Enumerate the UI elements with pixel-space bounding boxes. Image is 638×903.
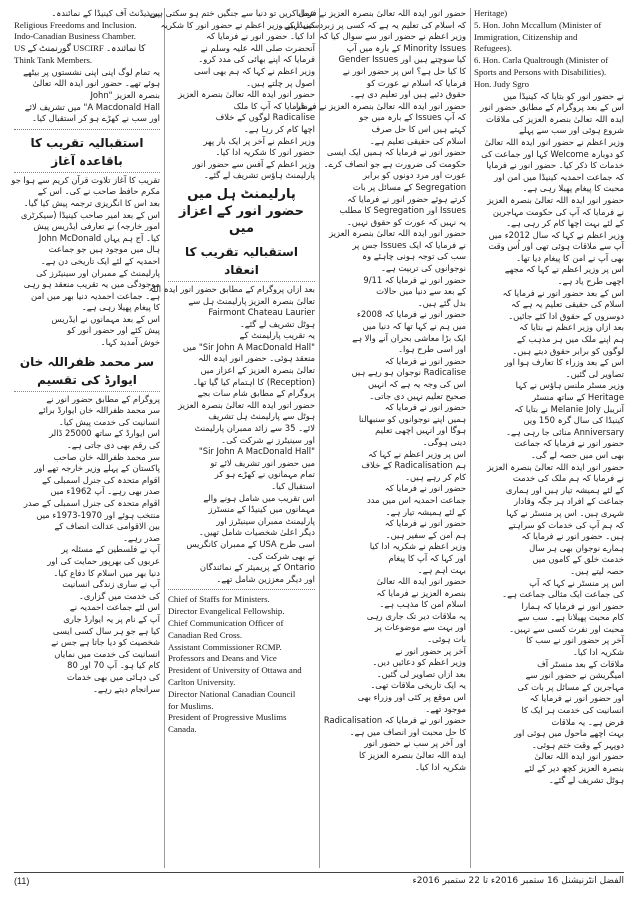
text-line: ہم اپنے ملک میں ہر مذہب کے: [516, 334, 624, 345]
text-line: ایک بڑا معاشی بحران آنے والا ہے: [352, 332, 466, 343]
text-line: ہوٹل سے پارلیمنٹ ہل تشریف: [208, 411, 315, 422]
section-heading-reception-start: استقبالیہ تقریب کا باقاعدہ آغاز: [14, 134, 160, 173]
text-line: کینیڈا کے وزیر اعظم نے حضور انور کا شکریہ: [160, 19, 315, 30]
text-line: آخر پر حضور انور نے: [395, 645, 466, 656]
text-line: بات ہوئی۔: [427, 634, 466, 645]
text-line: حضور انور نے فرمایا کہ Radicalisation: [323, 715, 466, 726]
text-line: وزیر اعظم کو دعائیں دیں۔: [372, 657, 466, 668]
text-line: Fairmont Chateau Laurier: [208, 307, 315, 318]
text-line: ہے۔ جماعت احمدیہ دنیا بھر میں امن: [31, 290, 160, 301]
text-line: حضور انور نے فرمایا کہ جماعت: [514, 438, 624, 449]
text-line: "Sir John A MacDonald Hall" میں: [182, 341, 315, 352]
text-line: بدل گئے ہیں۔: [417, 297, 466, 308]
text-line: "Sir John A MacDonald Hall": [198, 446, 315, 457]
text-line: امیگریشن نے حضور انور سے: [525, 670, 624, 681]
text-line: سر محمد ظفراللہ خان ایوارڈ برائے: [38, 405, 160, 416]
page-number: (11): [14, 876, 30, 886]
text-line: حضور انور ایدہ اللہ تعالیٰ بنصرہ العزیز: [178, 89, 315, 100]
text-line: اس تقریب میں شامل ہونے والے: [203, 492, 315, 503]
text-line: بھی اس میں حصہ لے گی۔: [530, 449, 624, 460]
column-divider: [319, 8, 320, 868]
text-line: حضور انور کا شکریہ ادا کیا۔: [215, 147, 315, 158]
text-line: آخر پر حضور انور نے سب کا: [526, 635, 624, 646]
text-line: حضور انور ایدہ اللہ تعالیٰ: [534, 751, 624, 762]
text-line: جماعت احمدیہ اس میں مدد: [367, 494, 466, 505]
text-line: حضور انور ایدہ اللہ تعالیٰ بنصرہ العزیز: [178, 399, 315, 410]
text-line: Chief of Staffs for Ministers.: [168, 594, 270, 605]
text-line: ہوٹل تشریف لے گئے۔: [548, 774, 624, 785]
text-line: (Reception) کا اہتمام کیا گیا تھا۔: [192, 376, 315, 387]
text-line: حضور انور نے فرمایا کہ 9/11: [363, 274, 466, 285]
text-line: کام کر رہے ہیں۔: [405, 471, 466, 482]
text-line: استقبال کیا۔: [271, 481, 315, 491]
text-line: اسلام کی حقیقی تعلیم یہ ہے کہ: [511, 299, 624, 310]
text-line: کا پیغام پھیلا رہی ہے۔: [81, 302, 160, 313]
text-line: President of Progressive Muslims: [168, 712, 287, 723]
text-line: میں ہم نے کہا تھا کہ دنیا میں: [362, 321, 466, 332]
text-line: میں حضور انور تشریف لائے تو: [210, 457, 315, 468]
text-line: Assistant Commissioner RCMP.: [168, 641, 282, 652]
text-line: Heritage کے ساتھ منسٹر: [532, 392, 624, 403]
text-line: اقوام متحدہ کی جنرل اسمبلی کے صدر: [23, 498, 160, 508]
text-line: پارلیمنٹ ممبران سینیٹرز اور: [216, 515, 315, 526]
text-line: اچھی طرح یاد ہے۔: [557, 276, 624, 287]
text-line: ایدہ اللہ تعالیٰ بنصرہ العزیز کا: [359, 750, 466, 760]
text-line: فرمایا کہ اپنے بھائی کی مدد کرو۔: [198, 54, 315, 65]
text-line: Canada.: [168, 724, 197, 735]
text-line: حضور انور نے فرمایا کہ ہمیں ایک ایسی: [326, 147, 466, 158]
column-two-mid-text: [148, 283, 315, 585]
text-line: نے بھی شرکت کی۔: [246, 550, 315, 561]
text-line: حقوق دئیے ہیں اور تعلیم دی ہے۔: [349, 89, 466, 100]
text-line: ہمیں اپنے نوجوانوں کو سنبھالنا: [358, 413, 466, 424]
text-line: Refugees).: [474, 43, 512, 54]
text-line: Hon. Judy Sgro: [474, 78, 529, 89]
text-line: Segregation کے مسائل پر بات: [352, 181, 466, 192]
text-line: آنریبل Melanie Joly نے بتایا کہ: [514, 403, 624, 414]
text-line: کے لئے بہت اچھا کام کر رہی ہے۔: [506, 218, 624, 229]
text-line: اس موقع پر کئی اور وزراء بھی: [357, 692, 466, 703]
page-footer: [14, 872, 624, 889]
text-line: وزیر اعظم نے شکریہ ادا کیا: [369, 541, 466, 552]
text-line: Radicalise نوجوان ہو رہے ہیں: [351, 367, 466, 378]
text-line: اور اسی طرح ہوا۔: [398, 344, 466, 355]
text-line: کی جماعت ایک مثالی جماعت ہے۔: [502, 589, 624, 600]
text-line: حضور انور نے فرمایا کہ 2008ء: [356, 309, 466, 320]
divider: [168, 589, 315, 590]
text-line: اسلام کی حقیقی تعلیم ہے۔: [369, 135, 466, 146]
text-line: نے فرمایا کہ آپ کا ملک: [233, 100, 315, 111]
text-line: وزیر اعظم نے حضور انور ایدہ اللہ تعالیٰ: [484, 136, 624, 147]
divider: [14, 129, 160, 130]
text-line: یہ نہیں کہ عورت کو حقوق نہیں۔: [346, 216, 466, 227]
text-line: سب کی توجہ ہونی چاہئے وہ: [362, 251, 466, 262]
text-line: لائے۔ 35 سے زائد ممبران پارلیمنٹ: [194, 423, 315, 434]
text-line: اس پر منسٹر نے کہا کہ آپ: [529, 577, 624, 588]
column-right: [474, 8, 624, 868]
text-line: for Muslims.: [168, 700, 214, 711]
text-line: یہ تمام لوگ اپنی اپنی نشستوں پر بیٹھے: [23, 66, 160, 77]
text-line: بہت اہم ہے۔: [417, 564, 466, 575]
text-line: حضور انور ایدہ اللہ تعالیٰ بنصرہ العزیز نے فرمایا: [295, 100, 466, 111]
text-line: فرض ہے۔ یہ ملاقات: [551, 716, 624, 727]
text-line: بنصرہ العزیز کچھ دیر کے لئے: [524, 763, 624, 774]
text-line: اور سینیٹرز نے شرکت کی۔: [221, 434, 315, 445]
text-line: امور خارجہ) نے تعارفی ایڈریس پیش: [33, 221, 160, 232]
text-line: بعد ازاں وزیر اعظم نے بتایا کہ: [519, 322, 624, 333]
section-heading-parliament: پارلیمنٹ ہل میں حضور انور کے اعزاز میں: [179, 186, 304, 236]
text-line: موجود تھے۔: [425, 703, 466, 714]
text-line: اور کہا کہ آپ کا پیغام: [388, 552, 466, 563]
text-line: اس کے بعد حضور انور نے فرمایا کہ: [502, 287, 624, 298]
text-line: Anniversary منائی جا رہی ہے۔: [505, 426, 624, 437]
text-line: کی خدمت میں گزاری۔: [78, 590, 160, 601]
text-line: Carlton University.: [168, 676, 236, 687]
text-line: پارلیمنٹ ہاؤس تشریف لے گئے۔: [203, 170, 315, 181]
text-line: ایدہ اللہ تعالیٰ بنصرہ العزیز کی ملاقات: [486, 113, 624, 124]
text-line: کینیڈا کی سال گرہ 150 ویں: [523, 415, 624, 426]
text-line: کی رقم بھی دی جاتی ہے۔: [66, 440, 160, 451]
text-line: کے بعد سے دنیا میں حالات: [376, 286, 466, 297]
text-line: حضور انور ایدہ اللہ تعالیٰ بنصرہ العزیز نے فرمایا: [295, 8, 466, 18]
text-line: دوسروں کے حقوق ادا کئے جائیں۔: [508, 310, 624, 321]
text-line: اصول پر چلتے ہیں۔: [246, 77, 315, 88]
text-line: انسانیت کی خدمت پیش کیا۔: [58, 416, 160, 427]
text-line: Radicalise لوگوں کے خلاف: [215, 112, 315, 123]
text-line: نے فرمایا کہ ایک Issues جس پر: [352, 239, 466, 250]
masthead-date: الفضل انٹرنیشنل 16 ستمبر 2016ء تا 22 ستمبر 2016ء: [412, 876, 624, 886]
text-line: بنصرہ العزیز نے فرمایا کہ: [376, 587, 466, 598]
english-organization-list: [14, 20, 160, 67]
text-line: یہ ایک تاریخی ملاقات تھی۔: [370, 680, 466, 691]
text-line: بھی آپ نے امن کا پیغام دیا تھا۔: [516, 252, 624, 263]
text-line: Issues اور Segregation کا مطلب: [339, 205, 466, 216]
column-right-text: [474, 91, 624, 787]
text-line: کہتے ہیں اس کا حل صرف: [371, 123, 466, 134]
text-line: شہری ہیں۔ اس پر منسٹر نے کہا: [506, 507, 624, 518]
text-line: حصہ لیتے ہیں۔: [570, 565, 624, 576]
text-line: وزیر مسٹر ملنس ہاؤس نے کہا: [515, 380, 624, 391]
text-line: حضور انور ایدہ اللہ تعالیٰ: [376, 576, 466, 587]
text-line: Heritage): [474, 8, 508, 18]
text-line: اس ایوارڈ کے ساتھ 25000 ڈالر: [49, 428, 160, 439]
text-line: کرتے ہوئے حضور انور نے فرمایا کہ: [347, 193, 466, 204]
text-line: تعالیٰ بنصرہ العزیز پارلیمنٹ ہل سے: [188, 295, 315, 306]
text-line: کہ جماعت احمدیہ کینیڈا میں امن اور: [494, 171, 624, 182]
text-line: اس کے بعد وزراء کا تعارف ہوا اور: [504, 357, 624, 368]
text-line: ادا کیا۔ حضور انور نے فرمایا کہ: [206, 31, 315, 42]
text-line: آپ کے نام پر یہ ایوارڈ جاری: [63, 613, 160, 624]
text-line: آپ نے فلسطین کے مسئلہ پر: [61, 544, 160, 555]
text-line: خدمت خلق کے کاموں میں: [532, 554, 624, 565]
text-line: لوگوں کو برابر حقوق دیتے ہیں۔: [512, 345, 624, 356]
column-left: [11, 8, 160, 868]
column-divider: [470, 8, 471, 868]
text-line: بنصرہ العزیز "John: [90, 89, 160, 100]
text-line: Ontario کے پریمیئر کے نمائندگان: [199, 562, 315, 573]
text-line: نے حضور انور کو بتایا کہ کینیڈا میں: [503, 90, 624, 101]
column-left-text-c: [14, 394, 160, 695]
text-line: موجودگی میں یہ تقریب منعقد ہو رہی: [23, 279, 160, 290]
text-line: محبت اور نفرت کسی سے نہیں۔: [509, 623, 624, 634]
text-line: اس لئے جماعت احمدیہ نے: [69, 602, 160, 613]
text-line: منعقد ہوئی۔ حضور انور ایدہ اللہ: [198, 353, 315, 364]
text-line: دنیا بھر میں اسلام کا دفاع کیا۔: [53, 567, 160, 578]
text-line: اور دیگر معززین شامل تھے۔: [216, 573, 315, 584]
text-line: کے لئے ہمیشہ تیار ہیں اور ہماری: [505, 484, 624, 495]
text-line: اس کی وجہ یہ ہے کہ انہیں: [367, 379, 466, 389]
text-line: حضور انور نے فرمایا کہ ہمارا: [521, 600, 624, 611]
text-line: Chief Communication Officer of: [168, 617, 284, 628]
text-line: دیگر اعلیٰ شخصیات شامل تھیں۔: [198, 527, 315, 538]
text-line: آنحضرت صلی اللہ علیہ وسلم نے: [200, 42, 315, 53]
text-line: اسی طرح USA کے ممبران کانگریس: [186, 538, 315, 549]
text-line: جماعت کے افراد ہر جگہ وفادار: [514, 496, 624, 507]
text-line: آپ سے ملاقات ہوئی تھی اور اُس وقت: [488, 241, 624, 252]
text-line: Professors and Deans and Vice: [168, 653, 277, 664]
column-left-text-a: [14, 67, 160, 125]
text-line: Religious Freedoms and Inclusion.: [14, 19, 137, 30]
text-line: عورت اور مرد دونوں کو برابر: [363, 170, 466, 181]
text-line: پیش کئے اور حضور انور کو: [67, 325, 160, 336]
text-line: سر محمد ظفراللہ خان صاحب: [53, 451, 160, 462]
text-line: پروگرام کے مطابق شام سات بجے: [197, 388, 315, 399]
text-line: نوجوانوں کی تربیت ہے۔: [380, 263, 466, 274]
text-line: تمام مہمانوں نے کھڑے ہو کر: [214, 469, 315, 480]
text-line: حضور انور نے فرمایا کہ: [384, 518, 466, 529]
text-line: Sports and Persons with Disabilities).: [474, 66, 607, 77]
text-line: ہوگا اور انہیں اچھی تعلیم: [375, 425, 466, 436]
text-line: Director National Canadian Council: [168, 688, 296, 699]
column-divider: [164, 8, 165, 868]
text-line: منتخب ہوئے اور 1970-1973ء میں: [36, 509, 160, 520]
column-left-text-b: [11, 174, 160, 349]
text-line: تعالیٰ بنصرہ العزیز کے اعزاز میں: [200, 365, 315, 376]
text-line: صدر رہے۔: [123, 532, 160, 543]
column-left-top-text: [14, 8, 160, 20]
text-line: وزیر اعظم نے کہا کہ سال 2012ء میں: [488, 229, 624, 240]
text-line: پاکستان کے پہلے وزیر خارجہ تھے اور: [34, 463, 160, 474]
text-line: کیا۔ آج ہم یہاں John McDonald: [38, 232, 160, 243]
text-line: حضور انور ایدہ اللہ تعالیٰ بنصرہ العزیز: [487, 461, 624, 472]
column-two-top-text: [144, 8, 315, 182]
text-line: کہ ہم آپ کی خدمات کو سراہتے: [508, 519, 624, 530]
text-line: انسانیت کی خدمت ہر ایک کا: [521, 705, 624, 716]
section-heading-award: سر محمد ظفراللہ خان ایوارڈ کی تقسیم: [14, 353, 160, 392]
text-line: بہت اچھے ماحول میں ہوئی اور: [513, 728, 624, 739]
text-line: حضور انور ایدہ اللہ تعالیٰ بنصرہ العزیز: [329, 228, 466, 239]
text-line: US گورنمنٹ کے USCIRF کا نمائندہ۔: [14, 43, 146, 54]
text-line: اس پر وزیر اعظم نے کہا کہ مجھے: [504, 264, 624, 275]
text-line: ہال میں موجود ہیں جو جماعت: [48, 244, 160, 255]
text-line: کی دہائی میں بھی خدمات: [66, 671, 160, 682]
text-line: اس پر وزیر اعظم نے کہا کہ: [368, 448, 466, 459]
text-line: تصاویر لی گئیں۔: [565, 368, 624, 379]
text-line: شکریہ ادا کیا۔: [572, 647, 624, 658]
section-subheading-reception: استقبالیہ تقریب کا انعقاد: [168, 243, 315, 282]
text-line: احمدیہ کے لئے ایک تاریخی دن ہے۔: [40, 255, 160, 266]
text-line: Director Evangelical Fellowship.: [168, 606, 285, 617]
text-line: وزیر اعظم کے آفس سے حضور انور: [192, 158, 315, 169]
text-line: سرانجام دیتے رہے۔: [92, 683, 160, 694]
text-line: کا کیا حل ہے؟ اس پر حضور انور نے: [342, 65, 466, 76]
text-line: 6. Hon. Carla Qualtrough (Minister of: [474, 55, 609, 66]
text-line: شخصیت کو دیا جاتا ہے جس نے: [51, 637, 160, 648]
text-line: بین الاقوامی عدالت انصاف کے: [54, 521, 160, 532]
text-line: کے لئے ہمیشہ تیار ہے۔: [385, 506, 466, 517]
text-line: شکریہ ادا کیا۔: [414, 761, 466, 772]
text-line: وزیر اعظم نے آخر پر ایک بار پھر: [203, 135, 315, 146]
text-line: حضور انور ایدہ اللہ تعالیٰ بنصرہ العزیز: [487, 194, 624, 205]
text-line: اور آخر پر سب نے حضور انور: [364, 738, 466, 749]
text-line: اس کے بعد پروگرام کے مطابق حضور انور: [480, 102, 624, 113]
text-line: پریذیڈنٹ آف کینیڈا کے نمائندہ۔: [51, 8, 160, 18]
text-line: یہ تقریب پارلیمنٹ کے: [239, 330, 315, 341]
text-line: ہمارے نوجوان بھی ہر سال: [529, 542, 624, 553]
text-line: President of University of Ottawa and: [168, 665, 302, 676]
text-line: نے فرمایا کہ آپ کی حکومت مہاجرین: [492, 206, 624, 217]
text-line: اسلام امن کا مذہب ہے۔: [379, 599, 466, 610]
newspaper-page: [11, 8, 624, 888]
text-line: کیا ہے جو ہر سال کسی ایسی: [52, 625, 160, 636]
text-line: ملاقات کے بعد منسٹر آف: [537, 658, 624, 669]
text-line: بعد ازاں پروگرام کے مطابق حضور انور ایدہ اللہ: [148, 283, 315, 294]
text-line: حضور انور نے فرمایا کہ: [384, 355, 466, 366]
text-line: کو دوبارہ Welcome کہا اور جماعت کی: [481, 148, 624, 159]
text-line: آپ نے ساری زندگی انسانیت: [62, 579, 160, 590]
text-line: کہ آپ Issues کے بارہ میں جو: [359, 112, 466, 123]
text-line: مکرم حافظ صاحب نے کی۔ اس کے: [37, 186, 160, 197]
text-line: کا حل محبت اور انصاف میں ہے۔: [349, 726, 466, 737]
text-line: پروگرام کے مطابق حضور انور نے: [46, 393, 160, 404]
text-line: Think Tank Members.: [14, 54, 93, 65]
text-line: وزیر اعظم نے کہا کہ ہم بھی اسی: [194, 65, 315, 76]
text-line: بعد اس کا انگریزی ترجمہ پیش کیا گیا۔: [23, 197, 160, 208]
text-line: محبت کا پیغام پھیلا رہی ہے۔: [522, 183, 624, 194]
text-line: اور حضور انور نے فرمایا کہ: [529, 693, 624, 704]
text-line: اس کے بعد مہمانوں نے ایڈریس: [51, 313, 160, 324]
text-line: اچھا کام کر رہا ہے۔: [243, 123, 315, 134]
text-line: حضور انور نے فرمایا کہ: [384, 483, 466, 494]
text-line: حضور انور نے فرمایا کہ: [384, 402, 466, 413]
text-line: ہوئے تھے۔ حضور انور ایدہ اللہ تعالیٰ: [32, 78, 160, 89]
text-line: نے فرمایا کہ ہم ملک کی خدمت: [512, 473, 624, 484]
text-line: عربوں کی بھرپور حمایت کی اور: [47, 555, 160, 566]
text-line: Indo-Canadian Business Chamber.: [14, 31, 136, 42]
text-line: اور سب نے کھڑے ہو کر استقبال کیا۔: [32, 113, 160, 124]
english-minister-list: [474, 8, 624, 91]
text-line: ہم Radicalisation کے خلاف: [361, 460, 466, 471]
text-line: ہم امن کے سفیر ہیں۔: [385, 529, 466, 540]
text-line: کیا سوچتے ہیں اور Gender Issues: [338, 54, 466, 65]
text-line: کام محبت پھیلانا ہے۔ سب سے: [517, 612, 624, 623]
text-line: حکومت کی ضرورت ہے جو انصاف کرے۔: [323, 158, 466, 169]
text-line: Minority Issues کے بارہ میں آپ: [346, 42, 466, 53]
text-line: دوپہر کے وقت ختم ہوئی۔: [531, 739, 624, 750]
text-line: اس کے بعد امیر صاحب کینیڈا (سیکرٹری: [20, 209, 160, 220]
text-line: مہمانوں میں کینیڈا کے منسٹرز: [208, 504, 315, 515]
text-line: عمل کریں تو دنیا سے جنگیں ختم ہو سکتی ہیں۔: [144, 8, 315, 18]
text-line: بعد ازاں تصاویر لی گئیں۔: [376, 668, 466, 679]
text-line: پارلیمنٹ کے ممبران اور سینیٹرز کی: [36, 267, 160, 278]
text-line: وزیر اعظم نے حضور انور سے سوال کیا کہ: [319, 31, 466, 42]
text-line: صحیح تعلیم نہیں دی جاتی۔: [369, 390, 466, 401]
text-line: یہ ملاقات دیر تک جاری رہی: [366, 610, 466, 621]
text-line: انسانیت کی خدمت میں نمایاں: [54, 648, 160, 659]
column-two: [144, 8, 315, 868]
text-line: اور بہت سے موضوعات پر: [374, 622, 466, 633]
text-line: Canadian Red Cross.: [168, 629, 243, 640]
text-line: خوش آمدید کہا۔: [100, 337, 160, 348]
text-line: خدمات کا ذکر کیا۔ حضور انور نے فرمایا: [486, 160, 624, 171]
text-line: ہوٹل تشریف لے گئے۔: [239, 318, 315, 329]
text-line: تقریب کا آغاز تلاوت قرآن کریم سے ہوا جو: [11, 174, 160, 185]
text-line: Immigration, Citizenship and: [474, 31, 578, 42]
text-line: صدر بھی رہے۔ آپ 1962ء میں: [50, 486, 160, 497]
text-line: A Macdonald Hall" میں تشریف لائے: [24, 101, 160, 112]
text-line: کام کیا ہو۔ آپ 70 اور 80: [67, 660, 160, 671]
text-line: ہیں۔ حضور انور نے فرمایا کہ: [521, 531, 624, 542]
text-line: مہاجرین کے مسائل پر بات کی: [517, 681, 624, 692]
text-line: شروع ہوئی اور سب سے پہلے: [518, 125, 624, 136]
text-line: کہ اسلام کی تعلیم یہ ہے کہ کسی پر زبردستی نہیں۔: [279, 19, 466, 30]
english-guest-list: [168, 594, 315, 736]
text-line: 5. Hon. John Mccallum (Minister of: [474, 19, 602, 30]
text-line: دینی ہوگی۔: [422, 436, 466, 447]
text-line: فرمایا کہ اسلام نے عورت کو: [366, 77, 466, 88]
text-line: اقوام متحدہ کی جنرل اسمبلی کے: [42, 474, 160, 485]
